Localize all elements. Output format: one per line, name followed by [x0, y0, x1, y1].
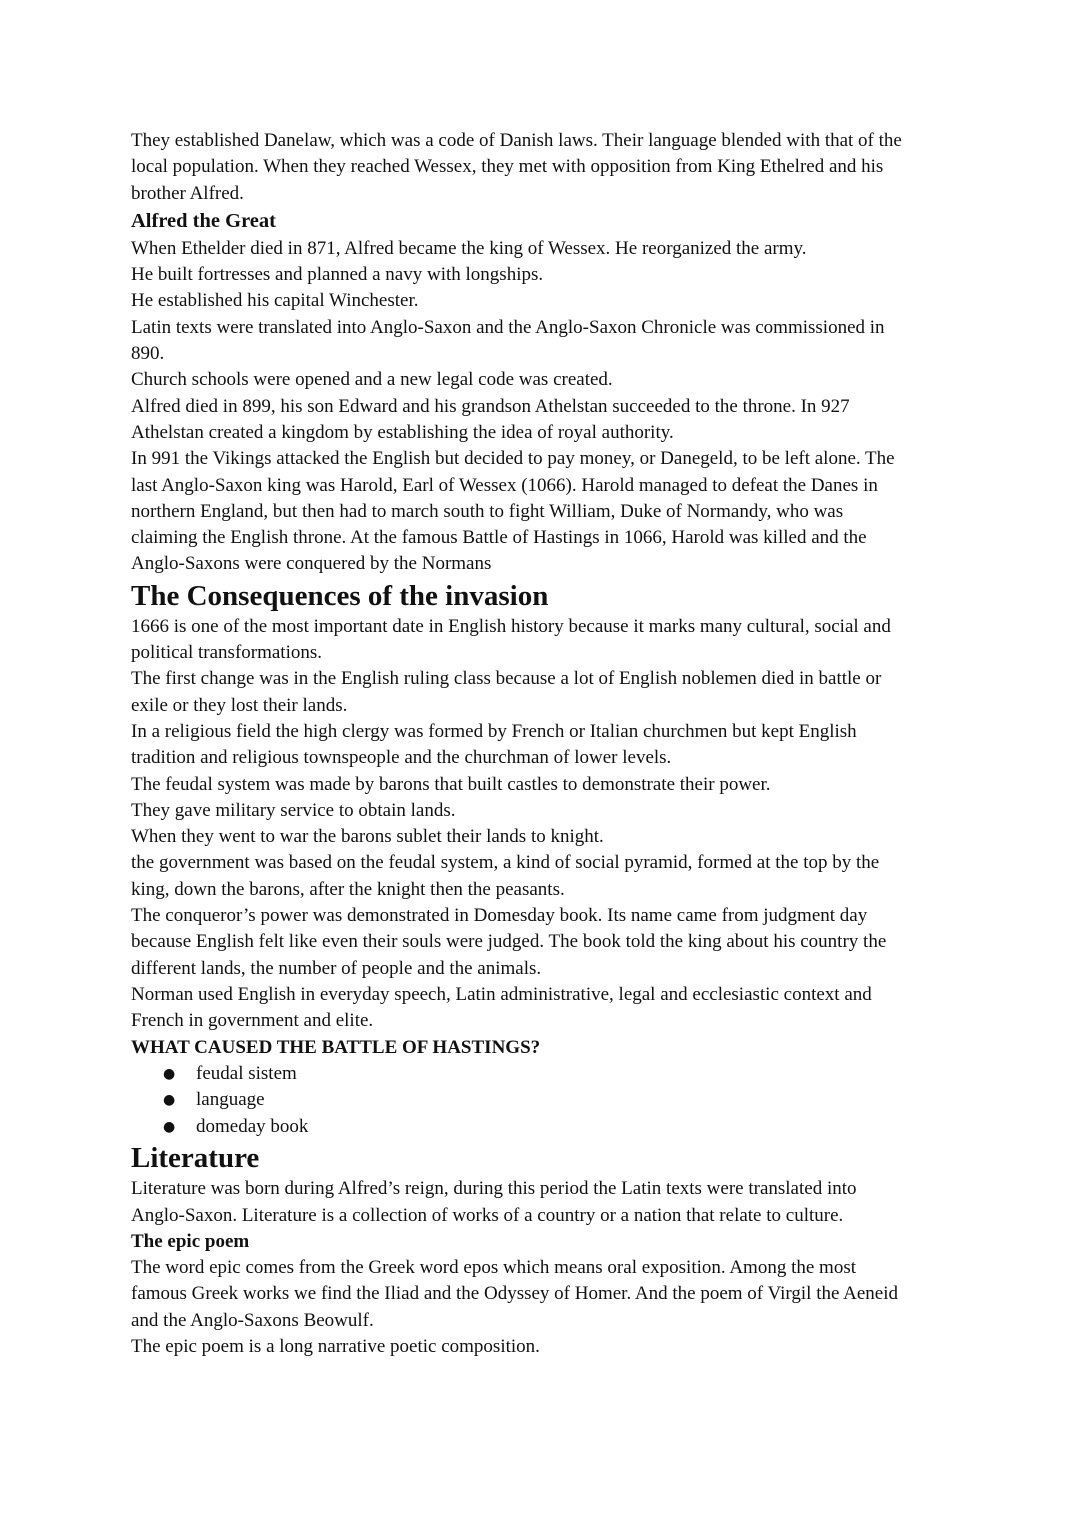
section-heading-consequences: The Consequences of the invasion	[131, 579, 549, 612]
literature-paragraph	[131, 1176, 946, 1229]
text-line: The epic poem is a long narrative poetic composition.	[131, 1336, 540, 1358]
text-line: local population. When they reached Wessex, they met with opposition from King Ethelred and his	[131, 156, 884, 178]
document-page	[131, 128, 946, 1360]
causes-list	[131, 1061, 946, 1141]
text-line: The first change was in the English ruling class because a lot of English noblemen died in battle or	[131, 668, 882, 690]
list-item-text: domeday book	[196, 1115, 309, 1137]
text-line: political transformations.	[131, 642, 323, 664]
text-line: In a religious field the high clergy was formed by French or Italian churchmen but kept English	[131, 720, 857, 742]
epic-paragraph	[131, 1255, 946, 1360]
alfred-paragraph	[131, 236, 946, 578]
section-heading-literature: Literature	[131, 1142, 260, 1175]
text-line: The conqueror’s power was demonstrated in Domesday book. Its name came from judgment day	[131, 905, 868, 927]
text-line: The word epic comes from the Greek word epos which means oral exposition. Among the most	[131, 1257, 856, 1279]
text-line: 1666 is one of the most important date in English history because it marks many cultural, social and	[131, 615, 891, 637]
text-line: famous Greek works we find the Iliad and the Odyssey of Homer. And the poem of Virgil the Aeneid	[131, 1283, 898, 1305]
text-line: In 991 the Vikings attacked the English but decided to pay money, or Danegeld, to be left alone. The	[131, 448, 895, 470]
text-line: The feudal system was made by barons that built castles to demonstrate their power.	[131, 773, 771, 795]
list-item	[163, 1087, 946, 1114]
list-item	[163, 1061, 946, 1088]
text-line: tradition and religious townspeople and the churchman of lower levels.	[131, 747, 672, 769]
text-line: Anglo-Saxons were conquered by the Normans	[131, 553, 492, 575]
intro-paragraph	[131, 128, 946, 207]
section-heading-alfred: Alfred the Great	[131, 209, 276, 232]
text-line: French in government and elite.	[131, 1010, 374, 1032]
text-line: Literature was born during Alfred’s reign, during this period the Latin texts were translated into	[131, 1178, 857, 1200]
bullet-icon: ●	[163, 1118, 176, 1135]
bullet-icon: ●	[163, 1065, 176, 1082]
text-line: last Anglo-Saxon king was Harold, Earl of Wessex (1066). Harold managed to defeat the Danes in	[131, 474, 878, 496]
text-line: king, down the barons, after the knight then the peasants.	[131, 878, 565, 900]
text-line: the government was based on the feudal system, a kind of social pyramid, formed at the top by the	[131, 852, 880, 874]
text-line: Norman used English in everyday speech, Latin administrative, legal and ecclesiastic context and	[131, 983, 872, 1005]
list-item-text: feudal sistem	[196, 1062, 297, 1084]
consequences-paragraph	[131, 614, 946, 1035]
text-line: different lands, the number of people and the animals.	[131, 957, 542, 979]
text-line: 890.	[131, 343, 165, 365]
text-line: He built fortresses and planned a navy with longships.	[131, 264, 544, 286]
text-line: They gave military service to obtain lands.	[131, 799, 456, 821]
text-line: They established Danelaw, which was a code of Danish laws. Their language blended with that of the	[131, 130, 902, 151]
text-line: Church schools were opened and a new legal code was created.	[131, 369, 613, 391]
text-line: Latin texts were translated into Anglo-Saxon and the Anglo-Saxon Chronicle was commissioned in	[131, 316, 885, 338]
text-line: Athelstan created a kingdom by establishing the idea of royal authority.	[131, 421, 674, 443]
text-line: because English felt like even their souls were judged. The book told the king about his country the	[131, 931, 887, 953]
text-line: When Ethelder died in 871, Alfred became the king of Wessex. He reorganized the army.	[131, 237, 807, 259]
text-line: and the Anglo-Saxons Beowulf.	[131, 1309, 374, 1331]
text-line: northern England, but then had to march south to fight William, Duke of Normandy, who was	[131, 500, 844, 522]
text-line: When they went to war the barons sublet their lands to knight.	[131, 826, 604, 848]
text-line: claiming the English throne. At the famous Battle of Hastings in 1066, Harold was killed and the	[131, 527, 867, 549]
list-item-text: language	[196, 1089, 265, 1111]
subheading-epic-poem: The epic poem	[131, 1230, 250, 1252]
text-line: brother Alfred.	[131, 182, 244, 204]
list-item	[163, 1114, 946, 1141]
text-line: He established his capital Winchester.	[131, 290, 419, 312]
question-heading: WHAT CAUSED THE BATTLE OF HASTINGS?	[131, 1036, 541, 1058]
bullet-icon: ●	[163, 1092, 176, 1109]
text-line: exile or they lost their lands.	[131, 694, 348, 716]
text-line: Anglo-Saxon. Literature is a collection of works of a country or a nation that relate to culture.	[131, 1204, 844, 1226]
text-line: Alfred died in 899, his son Edward and his grandson Athelstan succeeded to the throne. In 927	[131, 395, 850, 417]
